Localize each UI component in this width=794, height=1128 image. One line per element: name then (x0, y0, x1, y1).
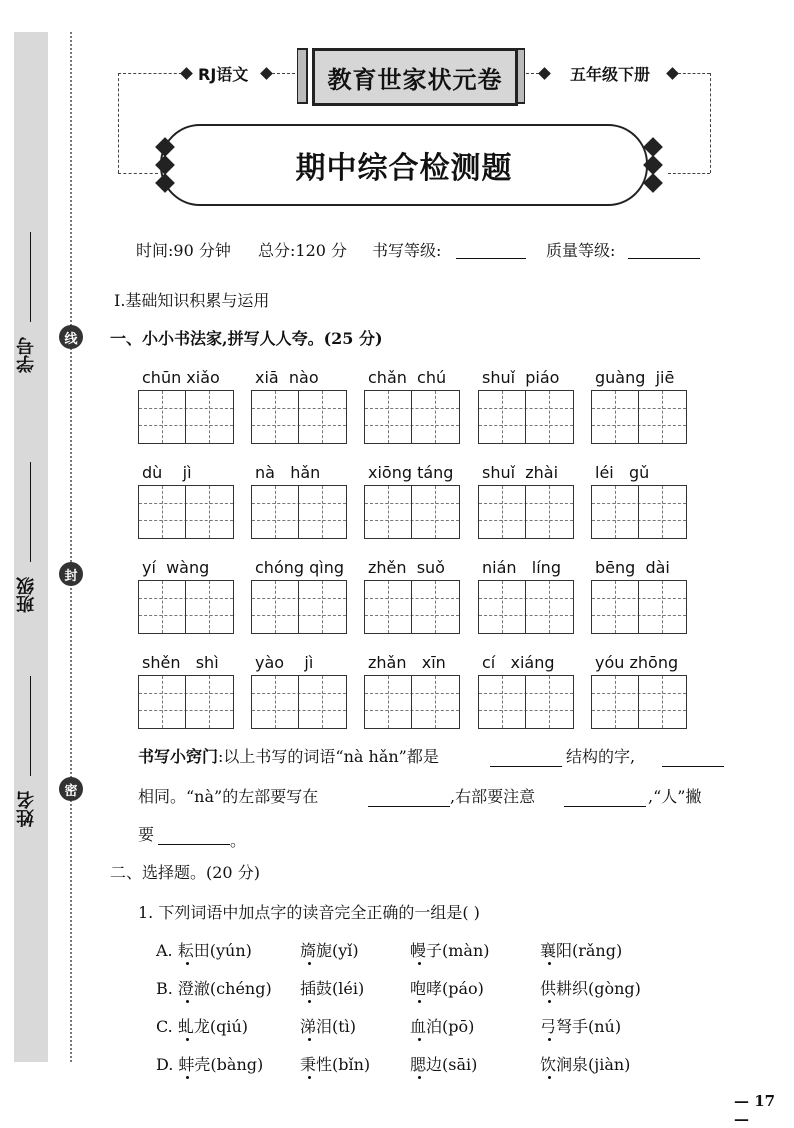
page-number: — 17 — (734, 1092, 776, 1128)
diamond-icon (538, 67, 551, 80)
option-word: 咆哮(páo) (410, 979, 484, 998)
binding-strip (14, 32, 48, 1062)
tip-line1-b: 结构的字, (566, 747, 636, 766)
tip-line2-a: 相同。“nà”的左部要写在 (138, 787, 319, 806)
pinyin-label: chǎn chú (368, 368, 447, 387)
emphasis-dot-icon (308, 1076, 311, 1079)
seal-secret: 密 (59, 777, 83, 801)
pinyin-label: yóu zhōng (595, 653, 679, 672)
diamond-icon (260, 67, 273, 80)
pinyin-label: léi gǔ (595, 463, 650, 482)
writing-grid-cell[interactable] (251, 485, 347, 539)
pinyin-label: zhǎn xīn (368, 653, 446, 672)
tip-blank-left[interactable] (368, 806, 450, 807)
emphasis-dot-icon (418, 1000, 421, 1003)
writing-grid-cell[interactable] (364, 580, 460, 634)
option-word: B. 澄澈(chéng) (156, 979, 272, 998)
tip-blank-stroke[interactable] (158, 844, 230, 845)
emphasis-dot-icon (418, 1038, 421, 1041)
tip-line3-end: 。 (230, 831, 247, 850)
pinyin-label: yí wàng (142, 558, 210, 577)
writing-grid-cell[interactable] (364, 390, 460, 444)
header-dash-left-v (118, 73, 119, 173)
pinyin-label: cí xiáng (482, 653, 555, 672)
pinyin-label: bēng dài (595, 558, 670, 577)
writing-grid-cell[interactable] (251, 390, 347, 444)
pinyin-label: shěn shì (142, 653, 219, 672)
question-1-title: 一、小小书法家,拼写人人夸。(25 分) (110, 329, 383, 348)
emphasis-dot-icon (548, 1076, 551, 1079)
option-word: C. 虬龙(qiú) (156, 1017, 248, 1036)
option-word: 弓弩手(nú) (540, 1017, 622, 1036)
page-title: 期中综合检测题 (295, 151, 513, 186)
option-word: 供耕织(gòng) (540, 979, 641, 998)
writing-grid-cell[interactable] (591, 675, 687, 729)
writing-grid-cell[interactable] (138, 675, 234, 729)
pinyin-label: guàng jiē (595, 368, 675, 387)
question-2-1: 1. 下列词语中加点字的读音完全正确的一组是( ) (138, 903, 480, 922)
emphasis-dot-icon (308, 962, 311, 965)
option-word: 血泊(pō) (410, 1017, 475, 1036)
binding-dotted-line (70, 32, 72, 1062)
pinyin-label: xiōng táng (368, 463, 454, 482)
emphasis-dot-icon (548, 1038, 551, 1041)
writing-grid-cell[interactable] (591, 485, 687, 539)
writing-grade-label: 书写等级: (372, 241, 442, 260)
class-blank (30, 462, 31, 562)
emphasis-dot-icon (548, 1000, 551, 1003)
tip-blank-same[interactable] (662, 766, 724, 767)
emphasis-dot-icon (308, 1038, 311, 1041)
pinyin-label: nà hǎn (255, 463, 321, 482)
writing-grid-cell[interactable] (251, 580, 347, 634)
option-word: 襄阳(rǎng) (540, 941, 623, 960)
writing-grid-cell[interactable] (478, 675, 574, 729)
total-score: 总分:120 分 (258, 241, 348, 260)
tip-label: 书写小窍门 (138, 747, 219, 766)
emphasis-dot-icon (186, 1038, 189, 1041)
writing-grid-cell[interactable] (138, 485, 234, 539)
option-word: 腮边(sāi) (410, 1055, 478, 1074)
time-info: 时间:90 分钟 (136, 241, 231, 260)
pinyin-label: zhěn suǒ (368, 558, 445, 577)
pinyin-label: shuǐ zhài (482, 463, 559, 482)
option-word: 插鼓(léi) (300, 979, 365, 998)
writing-grid-cell[interactable] (364, 675, 460, 729)
class-label: 班级 (16, 577, 37, 613)
pinyin-label: chóng qìng (255, 558, 345, 577)
pinyin-label: shuǐ piáo (482, 368, 560, 387)
tip-blank-structure[interactable] (490, 766, 562, 767)
student-id-blank (30, 232, 31, 322)
student-id-label: 学号 (16, 337, 37, 373)
name-label: 姓名 (16, 791, 37, 827)
option-word: 涕泪(tì) (300, 1017, 357, 1036)
writing-grid-cell[interactable] (138, 580, 234, 634)
seal-seal: 封 (59, 562, 83, 586)
pinyin-label: dù jì (142, 463, 192, 482)
pinyin-label: nián líng (482, 558, 561, 577)
option-word: A. 耘田(yún) (156, 941, 252, 960)
emphasis-dot-icon (418, 1076, 421, 1079)
brand-title: 教育世家状元卷 (312, 48, 518, 106)
option-word: 旖旎(yǐ) (300, 941, 359, 960)
tip-line3: 要 (138, 825, 155, 844)
header-dash-right-b (668, 173, 710, 174)
option-word: 秉性(bǐn) (300, 1055, 371, 1074)
subject-label: RJ语文 (198, 65, 249, 84)
writing-tip (138, 744, 439, 767)
header-dash-right-v (710, 73, 711, 173)
pinyin-label: chūn xiǎo (142, 368, 220, 387)
writing-grade-blank[interactable] (456, 258, 526, 259)
emphasis-dot-icon (186, 1000, 189, 1003)
tip-line2-b: ,右部要注意 (450, 787, 536, 806)
name-blank (30, 676, 31, 776)
writing-grid-cell[interactable] (364, 485, 460, 539)
emphasis-dot-icon (186, 962, 189, 965)
emphasis-dot-icon (418, 962, 421, 965)
option-word: D. 蚌壳(bàng) (156, 1055, 264, 1074)
quality-grade-label: 质量等级: (546, 241, 616, 260)
writing-grid-cell[interactable] (478, 390, 574, 444)
emphasis-dot-icon (548, 962, 551, 965)
part-heading: Ⅰ.基础知识积累与运用 (114, 291, 270, 310)
emphasis-dot-icon (308, 1000, 311, 1003)
writing-grid-cell[interactable] (591, 390, 687, 444)
header-dash (272, 73, 300, 74)
quality-grade-blank[interactable] (628, 258, 700, 259)
pinyin-label: yào jì (255, 653, 314, 672)
tip-line1-a: :以上书写的词语“nà hǎn”都是 (218, 747, 439, 766)
option-word: 幔子(màn) (410, 941, 490, 960)
pinyin-label: xiā nào (255, 368, 319, 387)
writing-grid-cell[interactable] (138, 390, 234, 444)
seal-line: 线 (59, 325, 83, 349)
writing-grid-cell[interactable] (478, 485, 574, 539)
writing-grid-cell[interactable] (478, 580, 574, 634)
tip-blank-right[interactable] (564, 806, 646, 807)
writing-grid-cell[interactable] (251, 675, 347, 729)
header-dash-right (678, 73, 710, 74)
emphasis-dot-icon (186, 1076, 189, 1079)
tip-line2-c: ,“人”撇 (648, 787, 702, 806)
header-dash-left-b (118, 173, 158, 174)
diamond-icon (180, 67, 193, 80)
writing-grid-cell[interactable] (591, 580, 687, 634)
diamond-stack-right (646, 140, 660, 194)
grade-label: 五年级下册 (570, 65, 651, 84)
option-word: 饮涧泉(jiàn) (540, 1055, 631, 1074)
diamond-icon (666, 67, 679, 80)
question-2-title: 二、选择题。(20 分) (110, 863, 260, 882)
